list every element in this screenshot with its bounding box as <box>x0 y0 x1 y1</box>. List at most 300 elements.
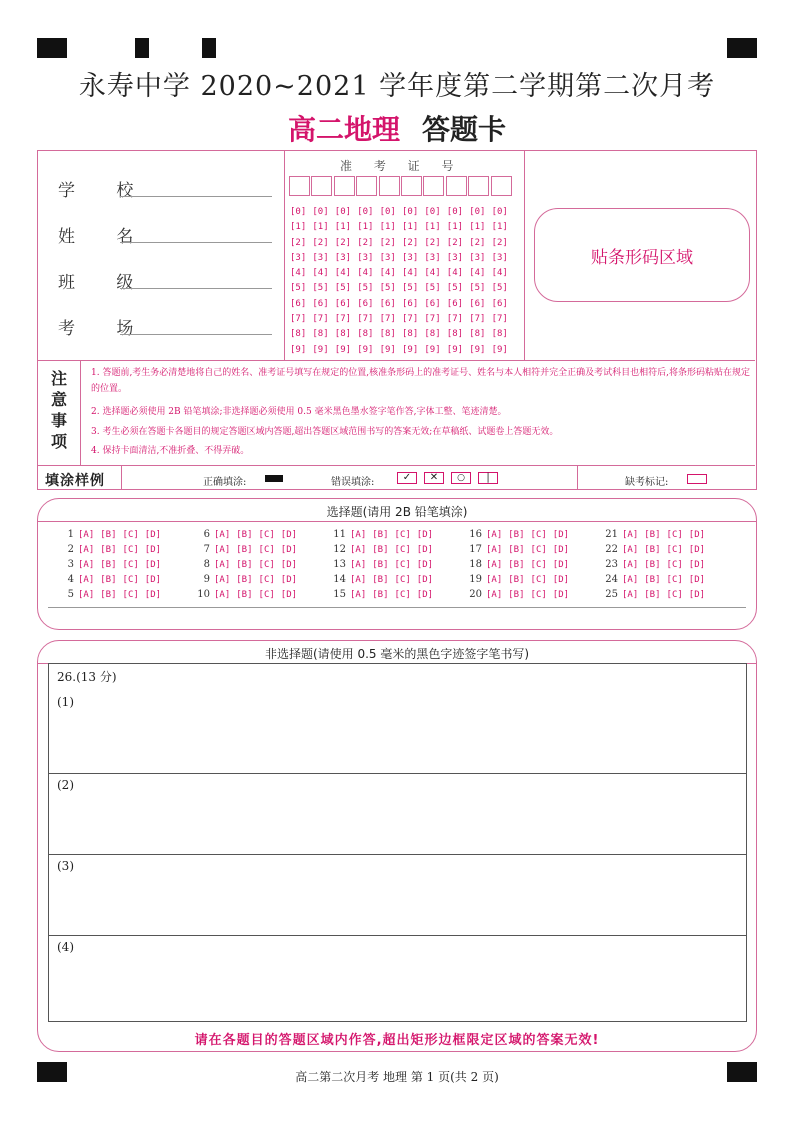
digit-bubble[interactable]: [0] <box>357 207 374 217</box>
option-bubble[interactable]: [D] <box>688 560 706 570</box>
ticket-digit-column <box>447 205 463 358</box>
answer-part-divider <box>49 935 746 936</box>
mcq-question-row <box>468 529 575 540</box>
option-bubble[interactable]: [C] <box>666 545 683 555</box>
option-bubble[interactable]: [C] <box>122 575 139 585</box>
mcq-question-row <box>196 589 303 600</box>
digit-bubble[interactable]: [6] <box>379 298 396 309</box>
registration-mark <box>727 38 757 58</box>
ticket-digit-column <box>492 205 508 358</box>
mcq-question-row <box>468 544 575 555</box>
option-bubble[interactable]: [B] <box>236 560 253 570</box>
option-bubble[interactable]: [C] <box>394 530 411 540</box>
digit-bubble[interactable]: [4] <box>357 268 374 279</box>
digit-bubble[interactable]: [6] <box>424 298 441 309</box>
option-bubble[interactable]: [D] <box>280 590 298 600</box>
option-bubble[interactable]: [B] <box>508 575 525 585</box>
digit-bubble[interactable]: [4] <box>469 268 486 279</box>
option-bubble[interactable]: [D] <box>144 545 162 555</box>
digit-bubble[interactable]: [2] <box>491 237 508 248</box>
question-number: 22 <box>605 544 618 555</box>
option-bubble[interactable]: [C] <box>666 575 683 585</box>
digit-bubble[interactable]: [9] <box>446 344 464 355</box>
option-bubble[interactable]: [A] <box>350 560 367 570</box>
option-bubble[interactable]: [D] <box>280 545 298 555</box>
subject-title: 高二地理 <box>287 113 400 146</box>
option-bubble[interactable]: [A] <box>622 545 639 555</box>
digit-bubble[interactable]: [1] <box>312 222 329 233</box>
digit-bubble[interactable]: [3] <box>290 252 307 263</box>
mcq-question-row <box>332 544 439 555</box>
option-bubble[interactable]: [C] <box>666 530 683 540</box>
option-bubble[interactable]: [C] <box>258 545 275 555</box>
digit-bubble[interactable]: [0] <box>290 207 307 217</box>
digit-bubble[interactable]: [4] <box>402 268 419 279</box>
name-field[interactable]: 姓 名 <box>58 222 151 247</box>
digit-bubble[interactable]: [2] <box>469 237 486 248</box>
option-bubble[interactable]: [C] <box>394 590 411 600</box>
option-bubble[interactable]: [A] <box>78 545 95 555</box>
digit-bubble[interactable]: [1] <box>469 222 486 233</box>
option-bubble[interactable]: [A] <box>486 575 503 585</box>
option-bubble[interactable]: [D] <box>416 575 434 585</box>
note-item: 2. 选择题必须使用 2B 铅笔填涂;非选择题必须使用 0.5 毫米黑色墨水签字笔作答,字体工整、笔迹清楚。 <box>91 407 507 417</box>
digit-bubble[interactable]: [3] <box>446 252 464 263</box>
option-bubble[interactable]: [B] <box>372 545 389 555</box>
option-bubble[interactable]: [A] <box>78 560 95 570</box>
option-bubble[interactable]: [C] <box>530 575 547 585</box>
digit-bubble[interactable]: [0] <box>446 207 464 217</box>
option-bubble[interactable]: [B] <box>372 560 389 570</box>
option-bubble[interactable]: [B] <box>100 560 117 570</box>
digit-bubble[interactable]: [3] <box>312 252 329 263</box>
option-bubble[interactable]: [A] <box>622 590 639 600</box>
part-label: (4) <box>57 940 74 954</box>
registration-mark <box>135 38 149 58</box>
digit-bubble[interactable]: [3] <box>402 252 419 263</box>
option-bubble[interactable]: [B] <box>644 590 661 600</box>
mcq-question-row <box>332 529 439 540</box>
ticket-digit-box[interactable] <box>334 176 355 196</box>
digit-bubble[interactable]: [7] <box>290 314 307 325</box>
multiple-choice-title: 选择题(请用 2B 铅笔填涂) <box>326 505 468 519</box>
mcq-question-row <box>60 559 167 570</box>
school-field[interactable]: 学 校 <box>58 176 151 201</box>
option-bubble[interactable]: [D] <box>280 560 298 570</box>
option-bubble[interactable]: [B] <box>236 545 253 555</box>
ticket-digit-box[interactable] <box>311 176 332 196</box>
digit-bubble[interactable]: [5] <box>290 283 307 294</box>
ticket-digit-box[interactable] <box>379 176 400 196</box>
question-number: 23 <box>605 559 618 570</box>
question-number: 24 <box>605 574 618 585</box>
question-number: 4 <box>67 574 74 585</box>
answer-box[interactable] <box>48 663 747 1022</box>
ticket-digit-column <box>335 205 351 358</box>
notes-divider <box>37 360 755 361</box>
option-bubble[interactable]: [D] <box>144 575 162 585</box>
digit-bubble[interactable]: [4] <box>379 268 396 279</box>
digit-bubble[interactable]: [9] <box>357 344 374 355</box>
digit-bubble[interactable]: [4] <box>424 268 441 279</box>
option-bubble[interactable]: [B] <box>508 590 525 600</box>
option-bubble[interactable]: [B] <box>100 575 117 585</box>
digit-bubble[interactable]: [6] <box>469 298 486 309</box>
ticket-digit-column <box>402 205 418 358</box>
question-number: 3 <box>67 559 74 570</box>
option-bubble[interactable]: [D] <box>552 575 570 585</box>
option-bubble[interactable]: [A] <box>622 530 639 540</box>
digit-bubble[interactable]: [1] <box>446 222 464 233</box>
option-bubble[interactable]: [C] <box>122 590 139 600</box>
question-number: 9 <box>203 574 210 585</box>
answer-part-divider <box>49 854 746 855</box>
option-bubble[interactable]: [B] <box>508 530 525 540</box>
digit-bubble[interactable]: [2] <box>379 237 396 248</box>
wrong-fill-circle-icon: ○ <box>451 472 471 484</box>
option-bubble[interactable]: [A] <box>486 560 503 570</box>
option-bubble[interactable]: [A] <box>214 575 231 585</box>
ticket-digit-column <box>380 205 396 358</box>
digit-bubble[interactable]: [3] <box>491 252 508 263</box>
part-label: (3) <box>57 859 74 873</box>
question-number: 19 <box>469 574 482 585</box>
option-bubble[interactable]: [C] <box>394 575 411 585</box>
mcq-question-row <box>332 589 439 600</box>
digit-bubble[interactable]: [6] <box>446 298 464 309</box>
option-bubble[interactable]: [D] <box>552 545 570 555</box>
digit-bubble[interactable]: [0] <box>491 207 508 217</box>
digit-bubble[interactable]: [8] <box>469 329 486 340</box>
digit-bubble[interactable]: [1] <box>290 222 307 233</box>
digit-bubble[interactable]: [5] <box>402 283 419 294</box>
digit-bubble[interactable]: [4] <box>312 268 329 279</box>
option-bubble[interactable]: [D] <box>416 590 434 600</box>
digit-bubble[interactable]: [6] <box>312 298 329 309</box>
option-bubble[interactable]: [B] <box>236 530 253 540</box>
mcq-question-row <box>604 589 711 600</box>
option-bubble[interactable]: [B] <box>100 545 117 555</box>
digit-bubble[interactable]: [7] <box>491 314 508 325</box>
digit-bubble[interactable]: [8] <box>402 329 419 340</box>
option-bubble[interactable]: [A] <box>486 590 503 600</box>
digit-bubble[interactable]: [8] <box>334 329 352 340</box>
registration-mark <box>202 38 216 58</box>
digit-bubble[interactable]: [2] <box>357 237 374 248</box>
mcq-question-row <box>332 574 439 585</box>
mcq-question-row <box>604 529 711 540</box>
option-bubble[interactable]: [D] <box>552 530 570 540</box>
free-response-title: 非选择题(请使用 0.5 毫米的黑色字迹签字笔书写) <box>264 647 530 661</box>
mcq-question-row <box>332 559 439 570</box>
digit-bubble[interactable]: [0] <box>334 207 352 217</box>
digit-bubble[interactable]: [4] <box>290 268 307 279</box>
option-bubble[interactable]: [A] <box>486 545 503 555</box>
digit-bubble[interactable]: [5] <box>491 283 508 294</box>
ticket-number-title: 准 考 证 号 <box>340 159 463 173</box>
digit-bubble[interactable]: [3] <box>334 252 352 263</box>
registration-mark <box>37 38 67 58</box>
question-number: 25 <box>605 589 618 600</box>
digit-bubble[interactable]: [4] <box>491 268 508 279</box>
option-bubble[interactable]: [B] <box>236 590 253 600</box>
digit-bubble[interactable]: [7] <box>402 314 419 325</box>
digit-bubble[interactable]: [7] <box>469 314 486 325</box>
ticket-digit-column <box>357 205 373 358</box>
digit-bubble[interactable]: [5] <box>312 283 329 294</box>
digit-bubble[interactable]: [5] <box>357 283 374 294</box>
card-label: 答题卡 <box>422 113 507 146</box>
option-bubble[interactable]: [A] <box>214 530 231 540</box>
class-field[interactable]: 班 级 <box>58 268 151 293</box>
ticket-digit-box[interactable] <box>446 176 467 196</box>
digit-bubble[interactable]: [5] <box>424 283 441 294</box>
question-number: 10 <box>197 589 210 600</box>
digit-bubble[interactable]: [8] <box>424 329 441 340</box>
option-bubble[interactable]: [D] <box>416 560 434 570</box>
answer-area-warning: 请在各题目的答题区域内作答,超出矩形边框限定区域的答案无效! <box>194 1033 600 1048</box>
option-bubble[interactable]: [B] <box>508 560 525 570</box>
option-bubble[interactable]: [B] <box>236 575 253 585</box>
mcq-question-row <box>60 574 167 585</box>
digit-bubble[interactable]: [6] <box>491 298 508 309</box>
digit-bubble[interactable]: [9] <box>469 344 486 355</box>
option-bubble[interactable]: [A] <box>78 530 95 540</box>
option-bubble[interactable]: [B] <box>644 560 661 570</box>
part-label: (1) <box>57 695 74 709</box>
option-bubble[interactable]: [C] <box>530 530 547 540</box>
digit-bubble[interactable]: [2] <box>312 237 329 248</box>
option-bubble[interactable]: [C] <box>258 530 275 540</box>
wrong-fill-label: 错误填涂: <box>331 477 375 488</box>
mcq-question-row <box>60 529 167 540</box>
digit-bubble[interactable]: [8] <box>312 329 329 340</box>
question-number: 12 <box>333 544 346 555</box>
digit-bubble[interactable]: [8] <box>379 329 396 340</box>
digit-bubble[interactable]: [7] <box>312 314 329 325</box>
option-bubble[interactable]: [B] <box>100 530 117 540</box>
digit-bubble[interactable]: [3] <box>469 252 486 263</box>
question-number: 7 <box>203 544 210 555</box>
option-bubble[interactable]: [D] <box>144 590 162 600</box>
digit-bubble[interactable]: [7] <box>357 314 374 325</box>
digit-bubble[interactable]: [6] <box>290 298 307 309</box>
digit-bubble[interactable]: [0] <box>424 207 441 217</box>
digit-bubble[interactable]: [9] <box>290 344 307 355</box>
option-bubble[interactable]: [C] <box>666 560 683 570</box>
option-bubble[interactable]: [C] <box>122 530 139 540</box>
option-bubble[interactable]: [C] <box>666 590 683 600</box>
option-bubble[interactable]: [C] <box>122 545 139 555</box>
option-bubble[interactable]: [B] <box>372 530 389 540</box>
digit-bubble[interactable]: [7] <box>446 314 464 325</box>
ticket-digit-column <box>469 205 485 358</box>
digit-bubble[interactable]: [2] <box>446 237 464 248</box>
digit-bubble[interactable]: [8] <box>357 329 374 340</box>
question-number: 14 <box>333 574 346 585</box>
option-bubble[interactable]: [D] <box>416 530 434 540</box>
digit-bubble[interactable]: [6] <box>357 298 374 309</box>
digit-bubble[interactable]: [1] <box>379 222 396 233</box>
page-footer: 高二第二次月考 地理 第 1 页(共 2 页) <box>295 1070 499 1084</box>
digit-bubble[interactable]: [1] <box>334 222 352 233</box>
fill-example-label: 填涂样例 <box>45 473 105 489</box>
question-number: 15 <box>333 589 346 600</box>
digit-bubble[interactable]: [3] <box>379 252 396 263</box>
wrong-fill-cross-icon: ✕ <box>424 472 444 484</box>
option-bubble[interactable]: [A] <box>350 590 367 600</box>
question-label: 26.(13 分) <box>57 670 117 684</box>
mcq-question-row <box>604 574 711 585</box>
question-number: 8 <box>203 559 210 570</box>
digit-bubble[interactable]: [9] <box>491 344 508 355</box>
mcq-question-row <box>60 589 167 600</box>
digit-bubble[interactable]: [1] <box>357 222 374 233</box>
digit-bubble[interactable]: [8] <box>446 329 464 340</box>
digit-bubble[interactable]: [0] <box>379 207 396 217</box>
mcq-question-row <box>196 574 303 585</box>
digit-bubble[interactable]: [4] <box>446 268 464 279</box>
ticket-digit-box[interactable] <box>468 176 489 196</box>
digit-bubble[interactable]: [9] <box>379 344 396 355</box>
option-bubble[interactable]: [C] <box>530 560 547 570</box>
option-bubble[interactable]: [C] <box>258 575 275 585</box>
option-bubble[interactable]: [D] <box>688 590 706 600</box>
option-bubble[interactable]: [D] <box>688 545 706 555</box>
option-bubble[interactable]: [C] <box>530 545 547 555</box>
digit-bubble[interactable]: [9] <box>402 344 419 355</box>
digit-bubble[interactable]: [3] <box>424 252 441 263</box>
option-bubble[interactable]: [A] <box>622 575 639 585</box>
digit-bubble[interactable]: [5] <box>469 283 486 294</box>
wrong-fill-bar-icon: | <box>478 472 498 484</box>
digit-bubble[interactable]: [0] <box>469 207 486 217</box>
option-bubble[interactable]: [D] <box>688 575 706 585</box>
ticket-digit-box[interactable] <box>401 176 422 196</box>
ticket-digit-column <box>424 205 440 358</box>
option-bubble[interactable]: [C] <box>394 545 411 555</box>
option-bubble[interactable]: [B] <box>372 575 389 585</box>
mcq-question-row <box>196 544 303 555</box>
option-bubble[interactable]: [A] <box>486 530 503 540</box>
question-number: 21 <box>605 529 618 540</box>
digit-bubble[interactable]: [6] <box>402 298 419 309</box>
option-bubble[interactable]: [D] <box>280 575 298 585</box>
correct-fill-sample <box>265 475 283 482</box>
option-bubble[interactable]: [D] <box>144 560 162 570</box>
option-bubble[interactable]: [C] <box>122 560 139 570</box>
option-bubble[interactable]: [B] <box>644 545 661 555</box>
question-number: 16 <box>469 529 482 540</box>
ticket-digit-box[interactable] <box>491 176 512 196</box>
option-bubble[interactable]: [A] <box>214 560 231 570</box>
option-bubble[interactable]: [C] <box>530 590 547 600</box>
question-number: 1 <box>67 529 74 540</box>
digit-bubble[interactable]: [2] <box>334 237 352 248</box>
digit-bubble[interactable]: [9] <box>312 344 329 355</box>
option-bubble[interactable]: [B] <box>372 590 389 600</box>
option-bubble[interactable]: [A] <box>78 575 95 585</box>
question-number: 20 <box>469 589 482 600</box>
option-bubble[interactable]: [D] <box>552 590 570 600</box>
digit-bubble[interactable]: [9] <box>424 344 441 355</box>
digit-bubble[interactable]: [8] <box>290 329 307 340</box>
option-bubble[interactable]: [A] <box>214 545 231 555</box>
digit-bubble[interactable]: [5] <box>446 283 464 294</box>
option-bubble[interactable]: [A] <box>350 575 367 585</box>
digit-bubble[interactable]: [2] <box>290 237 307 248</box>
question-number: 2 <box>67 544 74 555</box>
option-bubble[interactable]: [B] <box>644 575 661 585</box>
option-bubble[interactable]: [D] <box>416 545 434 555</box>
digit-bubble[interactable]: [0] <box>312 207 329 217</box>
option-bubble[interactable]: [A] <box>78 590 95 600</box>
fill-example-row <box>37 465 755 490</box>
option-bubble[interactable]: [C] <box>258 590 275 600</box>
option-bubble[interactable]: [B] <box>100 590 117 600</box>
question-number: 13 <box>333 559 346 570</box>
digit-bubble[interactable]: [1] <box>491 222 508 233</box>
digit-bubble[interactable]: [9] <box>334 344 352 355</box>
option-bubble[interactable]: [B] <box>644 530 661 540</box>
ticket-digit-box[interactable] <box>289 176 310 196</box>
multiple-choice-section <box>37 498 757 630</box>
digit-bubble[interactable]: [1] <box>424 222 441 233</box>
option-bubble[interactable]: [A] <box>622 560 639 570</box>
mcq-question-row <box>196 529 303 540</box>
digit-bubble[interactable]: [5] <box>334 283 352 294</box>
mcq-question-row <box>468 589 575 600</box>
exam-title: 永寿中学 2020~2021 学年度第二学期第二次月考 <box>78 71 716 102</box>
option-bubble[interactable]: [D] <box>552 560 570 570</box>
part-label: (2) <box>57 778 74 792</box>
digit-bubble[interactable]: [5] <box>379 283 396 294</box>
absent-mark-box[interactable] <box>687 474 707 484</box>
ticket-digit-box[interactable] <box>356 176 377 196</box>
question-number: 18 <box>469 559 482 570</box>
option-bubble[interactable]: [A] <box>214 590 231 600</box>
digit-bubble[interactable]: [4] <box>334 268 352 279</box>
option-bubble[interactable]: [C] <box>394 560 411 570</box>
digit-bubble[interactable]: [8] <box>491 329 508 340</box>
digit-bubble[interactable]: [1] <box>402 222 419 233</box>
digit-bubble[interactable]: [2] <box>402 237 419 248</box>
info-divider-right <box>524 150 525 360</box>
option-bubble[interactable]: [A] <box>350 545 367 555</box>
mcq-question-row <box>468 574 575 585</box>
option-bubble[interactable]: [B] <box>508 545 525 555</box>
digit-bubble[interactable]: [6] <box>334 298 352 309</box>
ticket-digit-column <box>290 205 306 358</box>
option-bubble[interactable]: [D] <box>280 530 298 540</box>
digit-bubble[interactable]: [0] <box>402 207 419 217</box>
note-item: 1. 答题前,考生务必清楚地将自己的姓名、准考证号填写在规定的位置,核准条形码上的准考证号、姓名与本人相符并完全正确及考试科目也相符后,将条形码粘贴在规定的位置。 <box>91 368 751 394</box>
option-bubble[interactable]: [D] <box>144 530 162 540</box>
digit-bubble[interactable]: [7] <box>334 314 352 325</box>
digit-bubble[interactable]: [2] <box>424 237 441 248</box>
ticket-digit-box[interactable] <box>423 176 444 196</box>
digit-bubble[interactable]: [7] <box>424 314 441 325</box>
digit-bubble[interactable]: [3] <box>357 252 374 263</box>
card-title <box>0 108 794 148</box>
exam-room-field[interactable]: 考 场 <box>58 314 151 339</box>
option-bubble[interactable]: [C] <box>258 560 275 570</box>
notes-heading: 注意事项 <box>50 369 67 451</box>
option-bubble[interactable]: [A] <box>350 530 367 540</box>
option-bubble[interactable]: [D] <box>688 530 706 540</box>
digit-bubble[interactable]: [7] <box>379 314 396 325</box>
absent-mark-label: 缺考标记: <box>625 477 669 488</box>
